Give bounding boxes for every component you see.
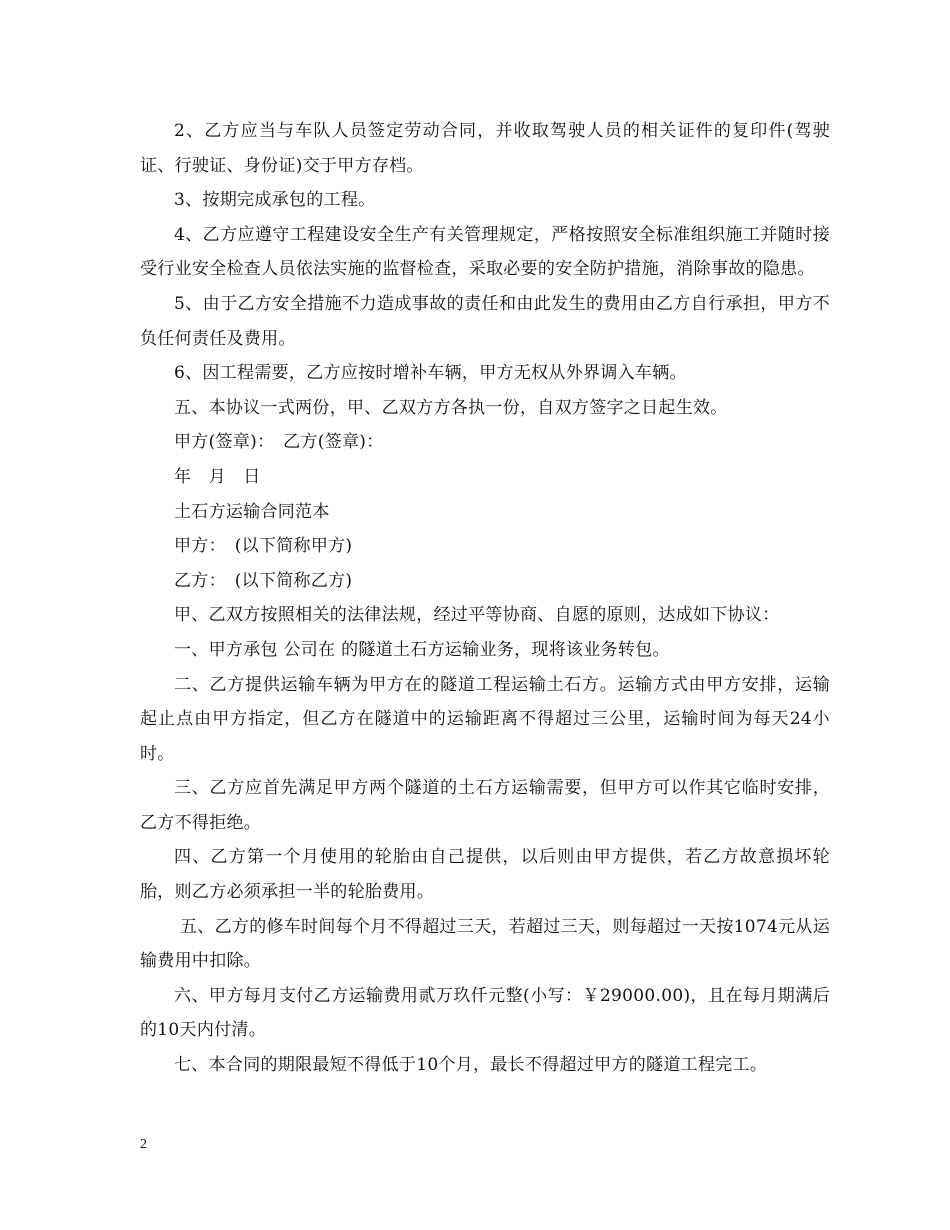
article-four: 四、乙方第一个月使用的轮胎由自己提供，以后则由甲方提供，若乙方故意损坏轮胎，则乙方必须承担一半的轮胎费用。 <box>140 847 830 903</box>
article-one: 一、甲方承包 公司在 的隧道土石方运输业务，现将该业务转包。 <box>174 639 670 660</box>
article-five: 五、乙方的修车时间每个月不得超过三天，若超过三天，则每超过一天按1074元从运输费用中扣除。 <box>140 916 830 972</box>
article-three: 三、乙方应首先满足甲方两个隧道的土石方运输需要，但甲方可以作其它临时安排，乙方不得拒绝。 <box>140 778 830 833</box>
page-number: 2 <box>140 1137 147 1152</box>
clause-5-paragraph: 5、由于乙方安全措施不力造成事故的责任和由此发生的费用由乙方自行承担，甲方不负任何责任及费用。 <box>140 293 830 349</box>
contract-title: 土石方运输合同范本 <box>174 501 330 522</box>
article-two: 二、乙方提供运输车辆为甲方在的隧道工程运输土石方。运输方式由甲方安排，运输起止点由甲方指定，但乙方在隧道中的运输距离不得超过三公里，运输时间为每天24小时。 <box>140 674 830 764</box>
article-six: 六、甲方每月支付乙方运输费用贰万玖仟元整(小写：￥29000.00)，且在每月期满后的10天内付清。 <box>140 985 830 1041</box>
section-five-paragraph: 五、本协议一式两份，甲、乙双方方各执一份，自双方签字之日起生效。 <box>174 397 728 418</box>
article-seven: 七、本合同的期限最短不得低于10个月，最长不得超过甲方的隧道工程完工。 <box>174 1055 768 1076</box>
document-body <box>140 114 830 1083</box>
clause-6-paragraph: 6、因工程需要，乙方应按时增补车辆，甲方无权从外界调入车辆。 <box>174 363 687 384</box>
clause-3-paragraph: 3、按期完成承包的工程。 <box>174 190 376 211</box>
clause-2-paragraph: 2、乙方应当与车队人员签定劳动合同，并收取驾驶人员的相关证件的复印件(驾驶证、行驶证、身份证)交于甲方存档。 <box>140 121 830 176</box>
date-line: 年 月 日 <box>174 466 261 487</box>
clause-4-paragraph: 4、乙方应遵守工程建设安全生产有关管理规定，严格按照安全标准组织施工并随时接受行业安全检查人员依法实施的监督检查，采取必要的安全防护措施，消除事故的隐患。 <box>140 224 830 280</box>
party-b-line: 乙方： (以下简称乙方) <box>174 570 353 591</box>
agreement-preamble: 甲、乙双方按照相关的法律法规，经过平等协商、自愿的原则，达成如下协议： <box>174 605 780 626</box>
signature-line: 甲方(签章)： 乙方(签章)： <box>174 432 384 453</box>
party-a-line: 甲方： (以下简称甲方) <box>174 536 353 557</box>
